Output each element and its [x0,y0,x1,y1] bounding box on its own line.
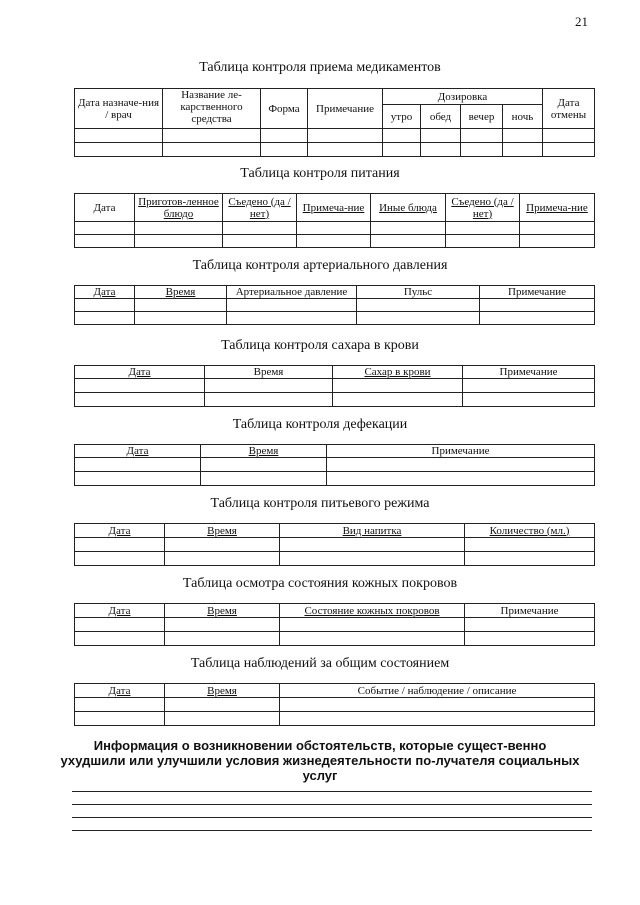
header-date-doctor: Дата назначе-ния / врач [75,89,163,129]
header-morning: утро [383,105,421,129]
header-note: Примечание [463,366,595,379]
table-row [75,618,595,632]
write-in-line [72,804,592,805]
header-cancel-date: Дата отмены [543,89,595,129]
table-row [75,299,595,312]
header-time: Время [165,524,280,538]
header-night: ночь [503,105,543,129]
header-dosage: Дозировка [383,89,543,105]
medication-table [74,88,595,157]
header-date: Дата [75,194,135,222]
general-state-table [74,683,595,726]
table-row [75,632,595,646]
table-row [75,379,595,393]
table-row [75,222,595,235]
header-event-observation: Событие / наблюдение / описание [280,684,595,698]
general-state-table-title: Таблица наблюдений за общим состоянием [190,656,450,671]
table-row [75,712,595,726]
table-row [75,538,595,552]
table-row [75,698,595,712]
header-blood-sugar: Сахар в крови [333,366,463,379]
header-drug-name: Название ле-карственного средства [163,89,261,129]
header-quantity: Количество (мл.) [465,524,595,538]
page-number: 21 [575,14,588,29]
circumstances-info-heading: Информация о возникновении обстоятельств, которые сущест-венно ухудшили или улучшили условия жизнедеятельности по-лучателя социальных услуг [60,738,580,783]
table-row [75,143,595,157]
table-row [75,129,595,143]
defecation-table [74,444,595,486]
header-form: Форма [261,89,308,129]
header-time: Время [201,445,327,458]
defecation-table-title: Таблица контроля дефекации [232,417,408,432]
nutrition-table-title: Таблица контроля питания [240,166,400,181]
header-date: Дата [75,286,135,299]
header-date: Дата [75,524,165,538]
drinking-table [74,523,595,566]
table-row [75,458,595,472]
drinking-table-title: Таблица контроля питьевого режима [210,496,430,511]
header-pulse: Пульс [357,286,480,299]
skin-table [74,603,595,646]
table-row [75,472,595,486]
blood-pressure-table-title: Таблица контроля артериального давления [192,258,448,273]
header-prepared-dish: Приготов-ленное блюдо [135,194,223,222]
write-in-line [72,817,592,818]
header-drink-type: Вид напитка [280,524,465,538]
header-note: Примеча-ние [297,194,371,222]
header-date: Дата [75,445,201,458]
header-date: Дата [75,366,205,379]
header-time: Время [135,286,227,299]
header-eaten-2: Съедено (да / нет) [446,194,520,222]
header-skin-state: Состояние кожных покровов [280,604,465,618]
header-blood-pressure: Артериальное давление [227,286,357,299]
table-row [75,393,595,407]
header-evening: вечер [461,105,503,129]
header-note: Примечание [308,89,383,129]
blood-pressure-table [74,285,595,325]
blood-sugar-table [74,365,595,407]
header-time: Время [165,604,280,618]
header-date: Дата [75,604,165,618]
medication-table-title: Таблица контроля приема медикаментов [199,60,441,75]
table-row [75,552,595,566]
write-in-line [72,791,592,792]
header-note: Примечание [480,286,595,299]
table-row [75,312,595,325]
blood-sugar-table-title: Таблица контроля сахара в крови [221,338,419,353]
header-other-dishes: Иные блюда [371,194,446,222]
header-time: Время [205,366,333,379]
nutrition-table [74,193,595,248]
header-time: Время [165,684,280,698]
header-date: Дата [75,684,165,698]
header-lunch: обед [421,105,461,129]
skin-table-title: Таблица осмотра состояния кожных покровов [182,576,458,591]
table-row [75,235,595,248]
header-note-2: Примеча-ние [520,194,595,222]
write-in-line [72,830,592,831]
header-eaten: Съедено (да / нет) [223,194,297,222]
header-note: Примечание [465,604,595,618]
header-note: Примечание [327,445,595,458]
